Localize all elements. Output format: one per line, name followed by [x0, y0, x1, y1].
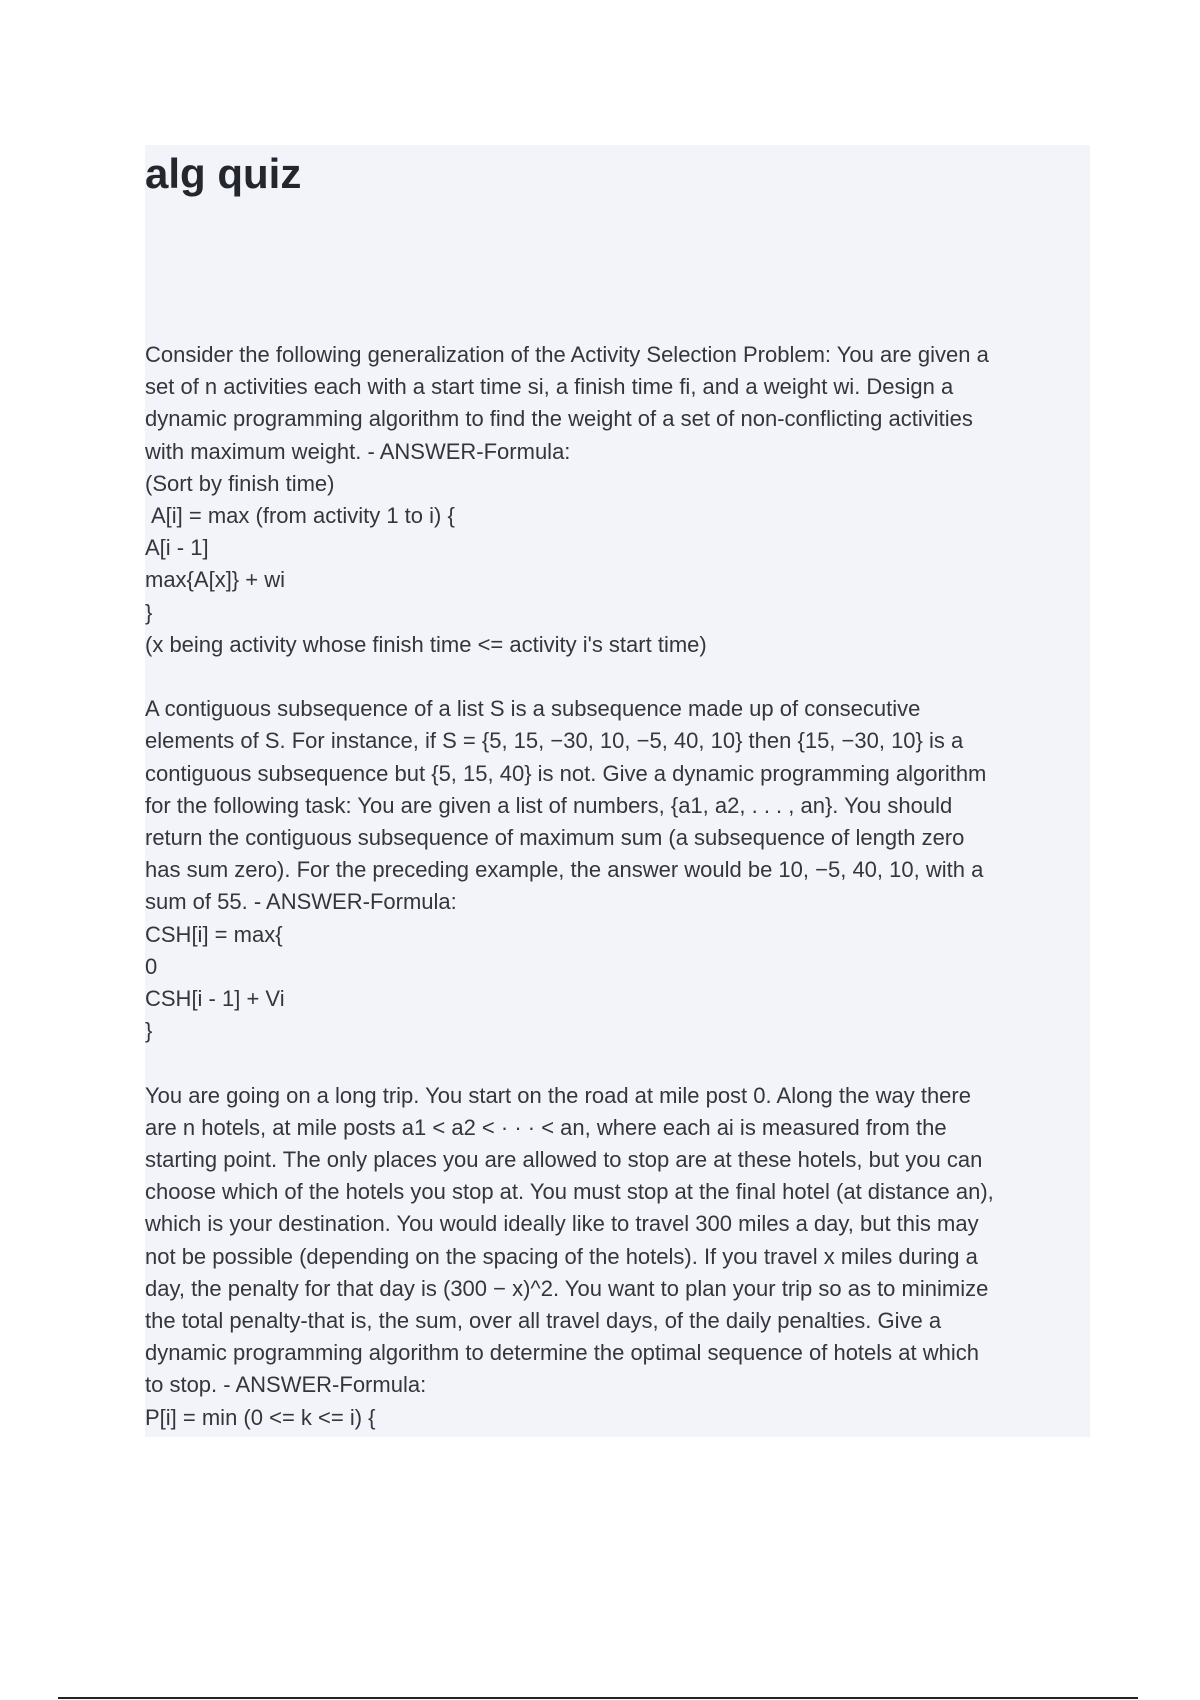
question-text-line: contiguous subsequence but {5, 15, 40} is not. Give a dynamic programming algorithm	[145, 760, 987, 786]
answer-formula-line: (x being activity whose finish time <= activity i's start time)	[145, 631, 707, 657]
question-text-line: has sum zero). For the preceding example, the answer would be 10, −5, 40, 10, with a	[145, 857, 984, 883]
question-text-line: You are going on a long trip. You start on the road at mile post 0. Along the way there	[145, 1082, 971, 1108]
question-text-line: to stop. - ANSWER-Formula:	[145, 1372, 427, 1398]
question-text-line: dynamic programming algorithm to determine the optimal sequence of hotels at which	[145, 1340, 979, 1366]
question-text-line: set of n activities each with a start time si, a finish time fi, and a weight wi. Design a	[145, 374, 954, 400]
question-text-line: return the contiguous subsequence of maximum sum (a subsequence of length zero	[145, 825, 965, 851]
question-text-line: sum of 55. - ANSWER-Formula:	[145, 889, 457, 915]
question-text-line: not be possible (depending on the spacing of the hotels). If you travel x miles during a	[145, 1243, 978, 1269]
question-text-line: with maximum weight. - ANSWER-Formula:	[145, 438, 571, 464]
answer-formula-line: }	[145, 1018, 153, 1044]
question-text-line: day, the penalty for that day is (300 − x)^2. You want to plan your trip so as to minimize	[145, 1275, 989, 1301]
footer-divider	[58, 1697, 1138, 1699]
question-text-line: for the following task: You are given a list of numbers, {a1, a2, . . . , an}. You should	[145, 792, 953, 818]
question-text-line: which is your destination. You would ideally like to travel 300 miles a day, but this may	[145, 1211, 979, 1237]
answer-formula-line: (Sort by finish time)	[145, 470, 335, 496]
question-text-line: elements of S. For instance, if S = {5, 15, −30, 10, −5, 40, 10} then {15, −30, 10} is a	[145, 728, 964, 754]
question-text-line: are n hotels, at mile posts a1 < a2 < · · · < an, where each ai is measured from the	[145, 1114, 947, 1140]
answer-formula-line: }	[145, 599, 153, 625]
document-title: alg quiz	[145, 150, 302, 197]
answer-formula-line: CSH[i] = max{	[145, 921, 283, 947]
question-contiguous-subsequence	[145, 693, 1090, 1047]
question-hotel-trip	[145, 1080, 1090, 1434]
answer-formula-line: max{A[x]} + wi	[145, 567, 286, 593]
question-text-line: choose which of the hotels you stop at. You must stop at the final hotel (at distance an),	[145, 1179, 994, 1205]
question-text-line: the total penalty-that is, the sum, over all travel days, of the daily penalties. Give a	[145, 1308, 942, 1334]
document-body	[145, 339, 1090, 1434]
answer-formula-line: CSH[i - 1] + Vi	[145, 986, 285, 1012]
question-text-line: dynamic programming algorithm to find the weight of a set of non-conflicting activities	[145, 406, 973, 432]
question-activity-selection	[145, 339, 1090, 661]
question-text-line: Consider the following generalization of the Activity Selection Problem: You are given a	[145, 342, 989, 367]
answer-formula-line: A[i] = max (from activity 1 to i) {	[151, 503, 455, 529]
answer-formula-line: 0	[145, 953, 158, 979]
answer-formula-line: P[i] = min (0 <= k <= i) {	[145, 1404, 376, 1430]
question-text-line: A contiguous subsequence of a list S is a subsequence made up of consecutive	[145, 696, 921, 722]
question-text-line: starting point. The only places you are allowed to stop are at these hotels, but you can	[145, 1147, 983, 1173]
answer-formula-line: A[i - 1]	[145, 535, 209, 561]
